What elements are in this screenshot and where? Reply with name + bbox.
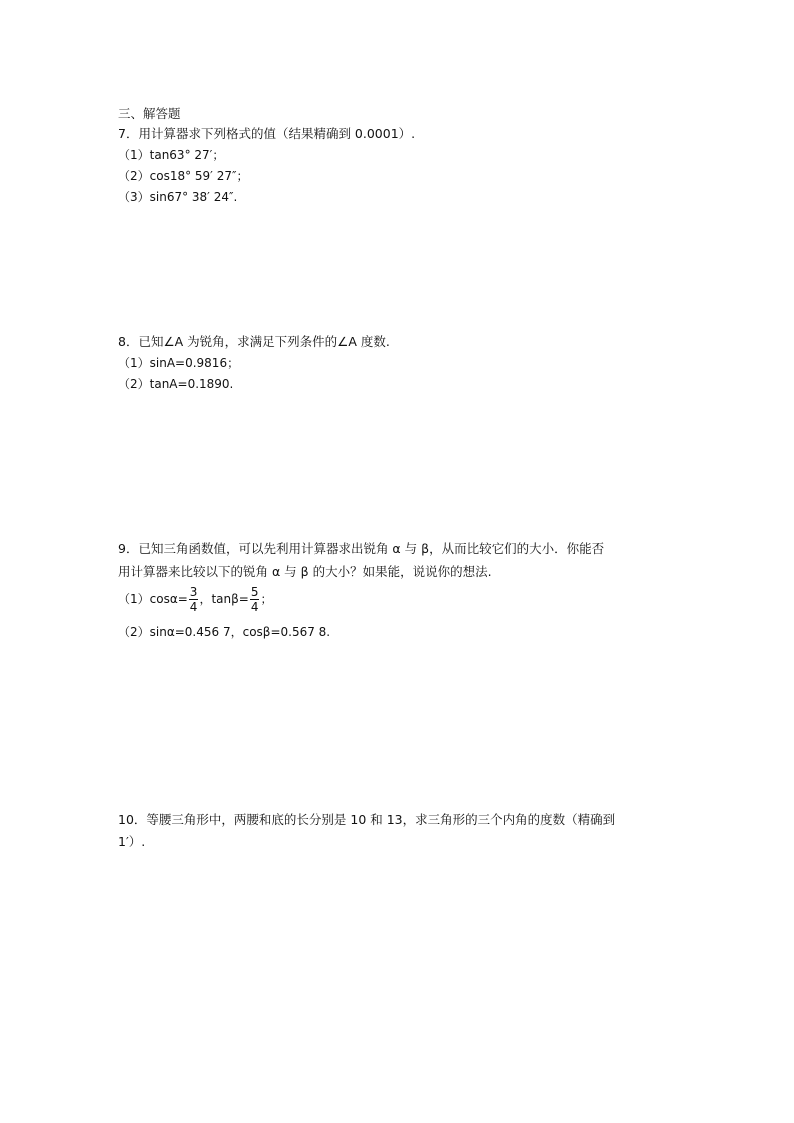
question-9-item-1 [118, 584, 272, 614]
question-7-item-1: （1）tan63° 27′； [118, 148, 225, 162]
fraction-denominator: 4 [250, 600, 259, 614]
question-7-item-3: （3）sin67° 38′ 24″. [118, 190, 238, 204]
question-9-item-2: （2）sinα=0.456 7，cosβ=0.567 8. [118, 625, 331, 639]
fraction-five-quarters [250, 585, 260, 614]
question-9-stem-line-1: 9．已知三角函数值，可以先利用计算器求出锐角 α 与 β，从而比较它们的大小．你能否 [118, 541, 605, 556]
question-7-item-2: （2）cos18° 59′ 27″； [118, 169, 249, 183]
question-8-item-2: （2）tanA=0.1890. [118, 377, 234, 391]
question-9-item-1-middle: ，tanβ= [199, 592, 249, 606]
question-8-item-1: （1）sinA=0.9816； [118, 356, 240, 370]
fraction-numerator: 5 [250, 585, 259, 599]
question-9-item-1-prefix: （1）cosα= [118, 592, 188, 606]
question-7-stem: 7．用计算器求下列格式的值（结果精确到 0.0001）. [118, 126, 416, 141]
section-heading: 三、解答题 [118, 106, 181, 121]
question-9-stem-line-2: 用计算器来比较以下的锐角 α 与 β 的大小？如果能，说说你的想法. [118, 564, 492, 579]
question-10-stem-line-1: 10．等腰三角形中，两腰和底的长分别是 10 和 13，求三角形的三个内角的度数（精确到 [118, 812, 616, 827]
question-8-stem: 8．已知∠A 为锐角，求满足下列条件的∠A 度数. [118, 334, 390, 349]
fraction-denominator: 4 [189, 600, 198, 614]
question-9-item-1-suffix: ； [260, 592, 273, 606]
fraction-three-quarters [189, 585, 199, 614]
question-10-stem-line-2: 1′）. [118, 834, 146, 849]
fraction-numerator: 3 [189, 585, 198, 599]
